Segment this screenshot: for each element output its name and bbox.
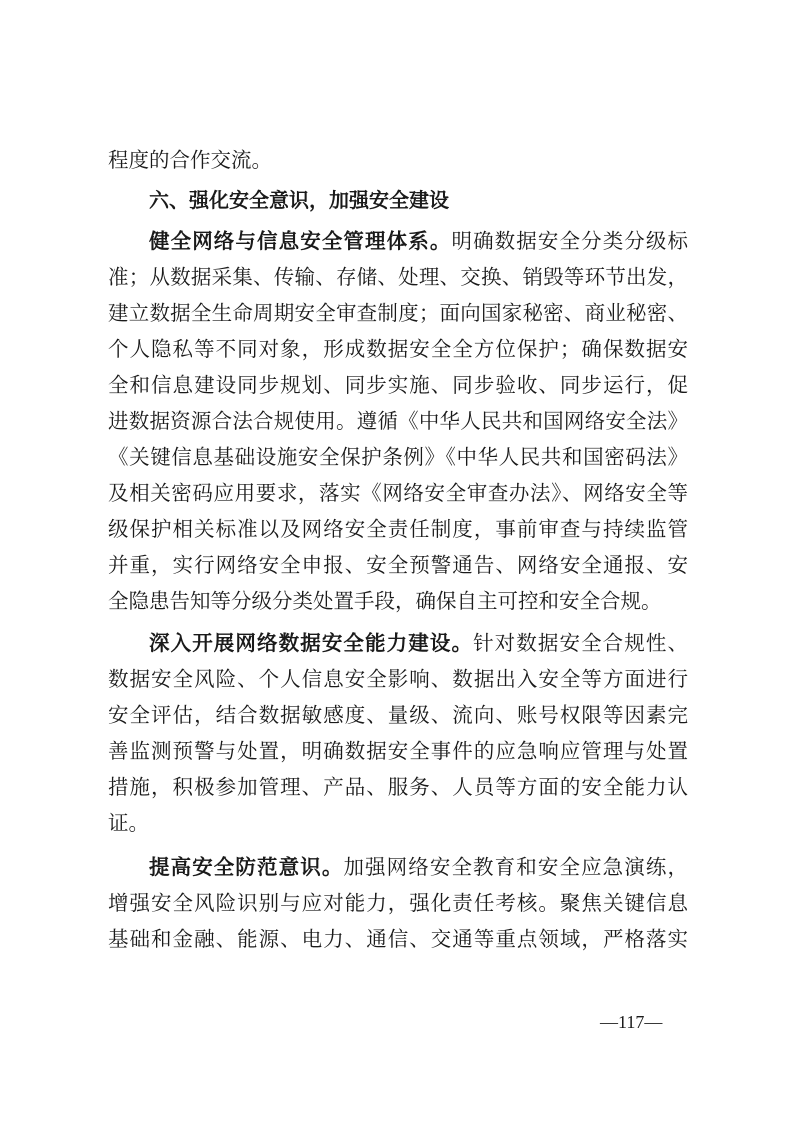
paragraph-text: 明确数据安全分类分级标 [451, 229, 689, 253]
paragraph-line: 全隐患告知等分级分类处置手段，确保自主可控和安全合规。 [108, 589, 662, 613]
paragraph-line: 并重，实行网络安全申报、安全预警通告、网络安全通报、安 [108, 553, 688, 577]
paragraph-line: 级保护相关标准以及网络安全责任制度，事前审查与持续监管 [108, 517, 688, 541]
paragraph-line [149, 629, 688, 657]
paragraph-line: 《关键信息基础设施安全保护条例》《中华人民共和国密码法》 [108, 445, 688, 469]
paragraph-line: 善监测预警与处置，明确数据安全事件的应急响应管理与处置 [108, 739, 688, 763]
paragraph-line: 证。 [108, 811, 149, 835]
paragraph-line [149, 853, 688, 881]
paragraph-line: 数据安全风险、个人信息安全影响、数据出入安全等方面进行 [108, 667, 688, 691]
section-heading: 六、强化安全意识，加强安全建设 [149, 188, 449, 212]
paragraph-line: 程度的合作交流。 [108, 148, 272, 172]
paragraph-line: 安全评估，结合数据敏感度、量级、流向、账号权限等因素完 [108, 703, 688, 727]
paragraph-text: 针对数据安全合规性、 [473, 631, 688, 655]
paragraph-text: 加强网络安全教育和安全应急演练， [343, 855, 688, 879]
paragraph-line: 准；从数据采集、传输、存储、处理、交换、销毁等环节出发， [108, 265, 688, 289]
paragraph-line: 全和信息建设同步规划、同步实施、同步验收、同步运行，促 [108, 373, 688, 397]
page-number: —117— [600, 1012, 663, 1032]
paragraph-line: 个人隐私等不同对象，形成数据安全全方位保护；确保数据安 [108, 337, 688, 361]
paragraph-line: 措施，积极参加管理、产品、服务、人员等方面的安全能力认 [108, 775, 688, 799]
paragraph-lead-bold: 深入开展网络数据安全能力建设。 [149, 631, 474, 655]
paragraph-line [149, 227, 688, 255]
paragraph-line: 建立数据全生命周期安全审查制度；面向国家秘密、商业秘密、 [108, 301, 688, 325]
paragraph-line: 进数据资源合法合规使用。遵循《中华人民共和国网络安全法》 [108, 409, 688, 433]
paragraph-line: 基础和金融、能源、电力、通信、交通等重点领域，严格落实 [108, 927, 688, 951]
paragraph-line: 及相关密码应用要求，落实《网络安全审查办法》、网络安全等 [108, 481, 688, 505]
paragraph-line: 增强安全风险识别与应对能力，强化责任考核。聚焦关键信息 [108, 891, 688, 915]
paragraph-lead-bold: 提高安全防范意识。 [149, 855, 344, 879]
paragraph-lead-bold: 健全网络与信息安全管理体系。 [149, 229, 452, 253]
